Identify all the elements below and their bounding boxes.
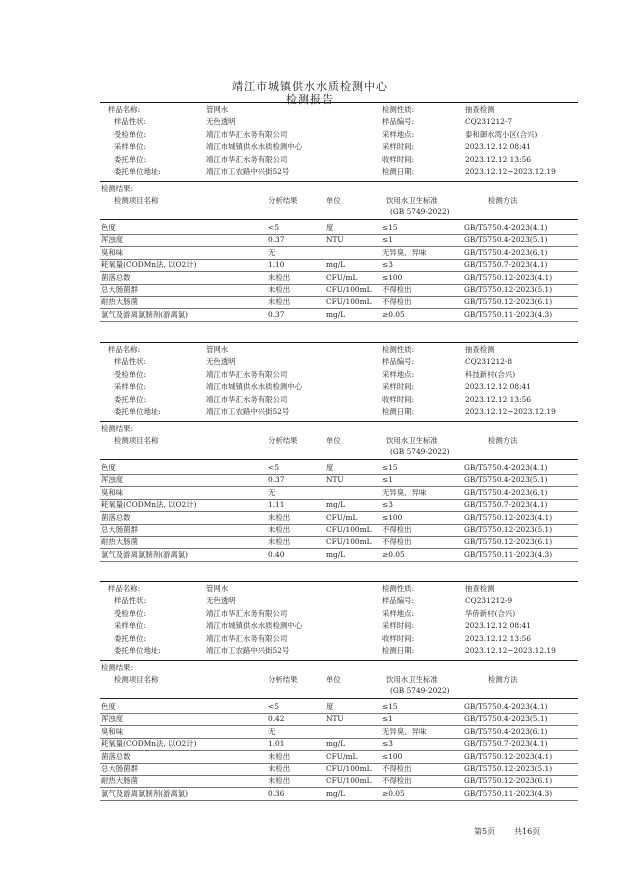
info-label: 样品性状: — [114, 596, 147, 606]
item-result: 未检出 — [268, 751, 291, 761]
info-row — [0, 645, 620, 657]
info-row — [0, 608, 620, 620]
info-label: 采样单位: — [114, 142, 147, 152]
info-value: 2023.12.12~2023.12.19 — [465, 407, 556, 416]
info-label: 样品性状: — [114, 357, 147, 367]
header-rule — [100, 102, 578, 103]
info-value: 靖江市华汇水务有限公司 — [206, 154, 288, 164]
item-result: 未检出 — [268, 776, 291, 786]
item-method: GB/T5750.4-2023(6.1) — [464, 247, 548, 257]
col-item-header: 检测项目名称 — [114, 436, 159, 445]
item-unit: mg/L — [326, 549, 346, 559]
info-row — [0, 116, 620, 128]
item-unit: CFU/100mL — [326, 537, 372, 547]
item-unit: CFU/100mL — [326, 285, 372, 294]
info-row — [0, 406, 620, 418]
info-row — [0, 141, 620, 153]
item-result: <5 — [268, 702, 279, 711]
item-unit: CFU/mL — [326, 512, 358, 522]
item-unit: mg/L — [326, 788, 346, 798]
info-label: 委托单位: — [114, 394, 147, 404]
info-label: 委托单位地址: — [114, 407, 161, 416]
info-value: 靖江市城镇供水水质检测中心 — [206, 142, 303, 152]
info-label: 采样地点: — [382, 608, 415, 618]
info-row — [0, 583, 620, 595]
item-result: 0.36 — [268, 788, 285, 798]
table-row — [0, 512, 620, 524]
item-name: 耐热大肠菌 — [101, 297, 138, 307]
info-value: 靖江市工农路中兴街52号 — [206, 646, 290, 655]
item-method: GB/T5750.11-2023(4.3) — [464, 549, 553, 559]
item-method: GB/T5750.12-2023(5.1) — [464, 285, 553, 294]
table-row — [0, 284, 620, 296]
item-standard: 无异臭、异味 — [382, 726, 427, 736]
info-value: 2023.12.12 08:41 — [465, 382, 531, 392]
item-method: GB/T5750.12-2023(6.1) — [464, 776, 553, 786]
item-unit: mg/L — [326, 309, 346, 319]
info-label: 收样时间: — [382, 394, 415, 404]
table-row — [0, 738, 620, 750]
info-label: 样品编号: — [382, 357, 415, 367]
col-std-code: (GB 5749-2022) — [390, 207, 450, 216]
info-label: 样品性状: — [114, 117, 147, 127]
info-label: 受检单位: — [114, 608, 147, 618]
info-value: 管网水 — [206, 345, 229, 354]
item-result: 未检出 — [268, 525, 291, 534]
info-row — [0, 369, 620, 381]
info-label: 委托单位地址: — [114, 167, 161, 176]
col-unit-header: 单位 — [326, 436, 341, 445]
info-value: 靖江市华汇水务有限公司 — [206, 369, 288, 379]
item-standard: ≤100 — [382, 751, 403, 761]
table-row — [0, 775, 620, 787]
item-standard: ≥0.05 — [382, 788, 405, 798]
info-row — [0, 381, 620, 393]
col-method-header: 检测方法 — [488, 675, 518, 684]
item-result: 未检出 — [268, 285, 291, 294]
info-value: 管网水 — [206, 105, 229, 114]
item-result: 未检出 — [268, 272, 291, 282]
row-rule — [100, 561, 578, 562]
info-value: 靖江市城镇供水水质检测中心 — [206, 621, 303, 631]
table-header — [0, 195, 620, 207]
item-unit: NTU — [326, 475, 344, 485]
item-method: GB/T5750.7-2023(4.1) — [464, 260, 548, 270]
info-label: 检测性质: — [382, 584, 415, 593]
table-row — [0, 499, 620, 511]
item-name: 耐热大肠菌 — [101, 776, 138, 786]
info-row — [0, 129, 620, 141]
item-method: GB/T5750.4-2023(5.1) — [464, 235, 548, 245]
item-method: GB/T5750.4-2023(4.1) — [464, 223, 548, 232]
info-value: 靖江市工农路中兴街52号 — [206, 407, 290, 416]
info-value: 2023.12.12 13:56 — [465, 633, 531, 643]
info-value: 2023.12.12 08:41 — [465, 621, 531, 631]
info-label: 样品编号: — [382, 596, 415, 606]
info-value: 抽查检测 — [465, 105, 495, 114]
table-row — [0, 296, 620, 308]
table-row — [0, 222, 620, 234]
info-value: 靖江市城镇供水水质检测中心 — [206, 382, 303, 392]
table-row — [0, 788, 620, 800]
item-name: 总大肠菌群 — [101, 285, 138, 294]
item-unit: CFU/100mL — [326, 776, 372, 786]
item-method: GB/T5750.4-2023(4.1) — [464, 702, 548, 711]
item-method: GB/T5750.4-2023(4.1) — [464, 463, 548, 472]
item-method: GB/T5750.12-2023(4.1) — [464, 512, 553, 522]
table-row — [0, 272, 620, 284]
report-header-title: 检测报告 — [286, 93, 334, 106]
info-label: 委托单位: — [114, 633, 147, 643]
info-value: 抽查检测 — [465, 345, 495, 354]
item-unit: CFU/mL — [326, 272, 358, 282]
item-result: 0.42 — [268, 714, 285, 724]
info-row — [0, 166, 620, 178]
info-value: 2023.12.12 13:56 — [465, 394, 531, 404]
col-std-code: (GB 5749-2022) — [390, 686, 450, 695]
item-unit: CFU/100mL — [326, 297, 372, 307]
table-header — [0, 674, 620, 686]
item-result: 0.40 — [268, 549, 285, 559]
item-name: 臭和味 — [101, 247, 124, 257]
item-standard: ≤3 — [382, 500, 393, 510]
info-value: CQ231212-8 — [465, 357, 513, 367]
table-row — [0, 726, 620, 738]
info-label: 检测性质: — [382, 105, 415, 114]
info-value: 靖江市华汇水务有限公司 — [206, 633, 288, 643]
item-method: GB/T5750.12-2023(5.1) — [464, 525, 553, 534]
item-name: 菌落总数 — [101, 751, 131, 761]
item-method: GB/T5750.11-2023(4.3) — [464, 788, 553, 798]
table-header — [0, 435, 620, 447]
item-unit: 度 — [326, 223, 334, 232]
item-standard: ≤1 — [382, 235, 393, 245]
info-row — [0, 394, 620, 406]
row-rule — [100, 321, 578, 322]
item-unit: 度 — [326, 702, 334, 711]
item-name: 总大肠菌群 — [101, 525, 138, 534]
item-name: 浑浊度 — [101, 475, 124, 485]
info-label: 检测日期: — [382, 646, 415, 655]
info-label: 受检单位: — [114, 129, 147, 139]
header-rule — [100, 581, 578, 582]
item-name: 色度 — [101, 463, 116, 472]
info-label: 检测日期: — [382, 167, 415, 176]
info-value: 无色透明 — [206, 357, 236, 367]
info-label: 采样时间: — [382, 142, 415, 152]
table-row — [0, 234, 620, 246]
info-label: 采样地点: — [382, 369, 415, 379]
table-row — [0, 763, 620, 775]
table-header-rule — [100, 459, 578, 460]
item-unit: NTU — [326, 714, 344, 724]
col-result-header: 分析结果 — [268, 196, 298, 205]
item-method: GB/T5750.4-2023(5.1) — [464, 475, 548, 485]
item-name: 耗氧量(CODMn法, 以O2计) — [101, 500, 197, 510]
item-standard: 无异臭、异味 — [382, 247, 427, 257]
results-label: 检测结果: — [101, 663, 134, 672]
item-result: 未检出 — [268, 764, 291, 773]
item-result: 无 — [268, 726, 276, 736]
col-item-header: 检测项目名称 — [114, 196, 159, 205]
info-value: 靖江市华汇水务有限公司 — [206, 129, 288, 139]
item-result: 0.37 — [268, 235, 285, 245]
item-unit: CFU/100mL — [326, 764, 372, 773]
item-standard: ≤100 — [382, 272, 403, 282]
item-standard: 不得检出 — [382, 525, 412, 534]
item-name: 耗氧量(CODMn法, 以O2计) — [101, 260, 197, 270]
item-standard: ≥0.05 — [382, 309, 405, 319]
table-row — [0, 751, 620, 763]
item-result: 未检出 — [268, 297, 291, 307]
info-value: 靖江市华汇水务有限公司 — [206, 394, 288, 404]
info-value: 无色透明 — [206, 117, 236, 127]
item-unit: mg/L — [326, 500, 346, 510]
col-method-header: 检测方法 — [488, 196, 518, 205]
item-result: <5 — [268, 223, 279, 232]
table-row — [0, 524, 620, 536]
info-label: 样品名称: — [108, 345, 141, 354]
item-unit: CFU/100mL — [326, 525, 372, 534]
info-label: 采样单位: — [114, 382, 147, 392]
item-name: 色度 — [101, 223, 116, 232]
header-rule — [100, 342, 578, 343]
item-method: GB/T5750.12-2023(4.1) — [464, 272, 553, 282]
info-row — [0, 356, 620, 368]
info-value: 2023.12.12 08:41 — [465, 142, 531, 152]
table-row — [0, 462, 620, 474]
info-value: 靖江市华汇水务有限公司 — [206, 608, 288, 618]
info-label: 采样单位: — [114, 621, 147, 631]
item-method: GB/T5750.4-2023(5.1) — [464, 714, 548, 724]
info-label: 样品名称: — [108, 105, 141, 114]
item-method: GB/T5750.12-2023(4.1) — [464, 751, 553, 761]
col-result-header: 分析结果 — [268, 675, 298, 684]
results-label: 检测结果: — [101, 184, 134, 193]
info-label: 采样时间: — [382, 382, 415, 392]
item-standard: ≤1 — [382, 714, 393, 724]
item-standard: 不得检出 — [382, 297, 412, 307]
page-number: 第5页 — [474, 827, 496, 836]
page-total: 共16页 — [514, 827, 541, 836]
item-name: 浑浊度 — [101, 235, 124, 245]
info-rule — [100, 660, 578, 661]
item-name: 总大肠菌群 — [101, 764, 138, 773]
item-standard: ≤15 — [382, 702, 398, 711]
item-standard: ≤100 — [382, 512, 403, 522]
item-name: 色度 — [101, 702, 116, 711]
col-std-header: 饮用水卫生标准 — [386, 196, 438, 205]
item-method: GB/T5750.4-2023(6.1) — [464, 726, 548, 736]
info-value: CQ231212-7 — [465, 117, 513, 127]
item-name: 菌落总数 — [101, 512, 131, 522]
item-result: 1.10 — [268, 260, 285, 270]
info-value: 无色透明 — [206, 596, 236, 606]
info-row — [0, 344, 620, 356]
info-value: 靖江市工农路中兴街52号 — [206, 167, 290, 176]
info-label: 样品名称: — [108, 584, 141, 593]
info-row — [0, 633, 620, 645]
item-standard: 不得检出 — [382, 764, 412, 773]
col-std-header: 饮用水卫生标准 — [386, 675, 438, 684]
item-result: 1.11 — [268, 500, 285, 510]
item-name: 氯气及游离氯制剂(游离氯) — [101, 309, 189, 319]
col-result-header: 分析结果 — [268, 436, 298, 445]
info-row — [0, 154, 620, 166]
table-row — [0, 474, 620, 486]
info-row — [0, 104, 620, 116]
item-result: 1.01 — [268, 739, 285, 749]
info-label: 样品编号: — [382, 117, 415, 127]
item-result: <5 — [268, 463, 279, 472]
info-value: CQ231212-9 — [465, 596, 513, 606]
item-standard: ≤1 — [382, 475, 393, 485]
info-label: 检测性质: — [382, 345, 415, 354]
table-row — [0, 247, 620, 259]
item-method: GB/T5750.12-2023(5.1) — [464, 764, 553, 773]
info-value: 科技新村(合兴) — [465, 369, 516, 379]
item-method: GB/T5750.7-2023(4.1) — [464, 500, 548, 510]
info-value: 2023.12.12 13:56 — [465, 154, 531, 164]
table-row — [0, 536, 620, 548]
col-unit-header: 单位 — [326, 675, 341, 684]
info-row — [0, 620, 620, 632]
item-result: 无 — [268, 247, 276, 257]
item-method: GB/T5750.4-2023(6.1) — [464, 487, 548, 497]
report-header-org: 靖江市城镇供水水质检测中心 — [232, 80, 388, 93]
item-unit: mg/L — [326, 739, 346, 749]
table-row — [0, 259, 620, 271]
info-label: 受检单位: — [114, 369, 147, 379]
item-unit: CFU/mL — [326, 751, 358, 761]
info-row — [0, 595, 620, 607]
info-label: 收样时间: — [382, 154, 415, 164]
item-name: 耐热大肠菌 — [101, 537, 138, 547]
item-unit: 度 — [326, 463, 334, 472]
info-value: 华侨新村(合兴) — [465, 608, 516, 618]
item-name: 臭和味 — [101, 487, 124, 497]
item-standard: ≤15 — [382, 223, 398, 232]
info-label: 采样时间: — [382, 621, 415, 631]
info-value: 2023.12.12~2023.12.19 — [465, 167, 556, 176]
item-result: 0.37 — [268, 309, 285, 319]
info-label: 采样地点: — [382, 129, 415, 139]
item-unit: mg/L — [326, 260, 346, 270]
item-name: 耗氧量(CODMn法, 以O2计) — [101, 739, 197, 749]
info-value: 泰和御水湾小区(合兴) — [465, 129, 538, 139]
item-standard: ≤3 — [382, 739, 393, 749]
info-rule — [100, 181, 578, 182]
item-name: 臭和味 — [101, 726, 124, 736]
item-standard: 无异臭、异味 — [382, 487, 427, 497]
info-value: 抽查检测 — [465, 584, 495, 593]
item-standard: ≥0.05 — [382, 549, 405, 559]
table-row — [0, 487, 620, 499]
info-rule — [100, 421, 578, 422]
item-method: GB/T5750.7-2023(4.1) — [464, 739, 548, 749]
item-result: 无 — [268, 487, 276, 497]
item-standard: ≤15 — [382, 463, 398, 472]
table-row — [0, 713, 620, 725]
info-value: 2023.12.12~2023.12.19 — [465, 646, 556, 655]
col-item-header: 检测项目名称 — [114, 675, 159, 684]
info-label: 委托单位: — [114, 154, 147, 164]
item-standard: 不得检出 — [382, 776, 412, 786]
col-unit-header: 单位 — [326, 196, 341, 205]
item-standard: 不得检出 — [382, 537, 412, 547]
info-label: 收样时间: — [382, 633, 415, 643]
item-result: 未检出 — [268, 512, 291, 522]
table-row — [0, 549, 620, 561]
table-header-rule — [100, 219, 578, 220]
results-label: 检测结果: — [101, 424, 134, 433]
item-result: 0.37 — [268, 475, 285, 485]
item-name: 浑浊度 — [101, 714, 124, 724]
info-value: 管网水 — [206, 584, 229, 593]
item-unit: NTU — [326, 235, 344, 245]
table-row — [0, 309, 620, 321]
item-standard: ≤3 — [382, 260, 393, 270]
table-header-rule — [100, 698, 578, 699]
item-method: GB/T5750.11-2023(4.3) — [464, 309, 553, 319]
table-row — [0, 701, 620, 713]
item-method: GB/T5750.12-2023(6.1) — [464, 537, 553, 547]
item-standard: 不得检出 — [382, 285, 412, 294]
item-name: 氯气及游离氯制剂(游离氯) — [101, 549, 189, 559]
item-name: 氯气及游离氯制剂(游离氯) — [101, 788, 189, 798]
item-result: 未检出 — [268, 537, 291, 547]
item-name: 菌落总数 — [101, 272, 131, 282]
row-rule — [100, 800, 578, 801]
info-label: 检测日期: — [382, 407, 415, 416]
info-label: 委托单位地址: — [114, 646, 161, 655]
col-method-header: 检测方法 — [488, 436, 518, 445]
col-std-code: (GB 5749-2022) — [390, 447, 450, 456]
item-method: GB/T5750.12-2023(6.1) — [464, 297, 553, 307]
col-std-header: 饮用水卫生标准 — [386, 436, 438, 445]
